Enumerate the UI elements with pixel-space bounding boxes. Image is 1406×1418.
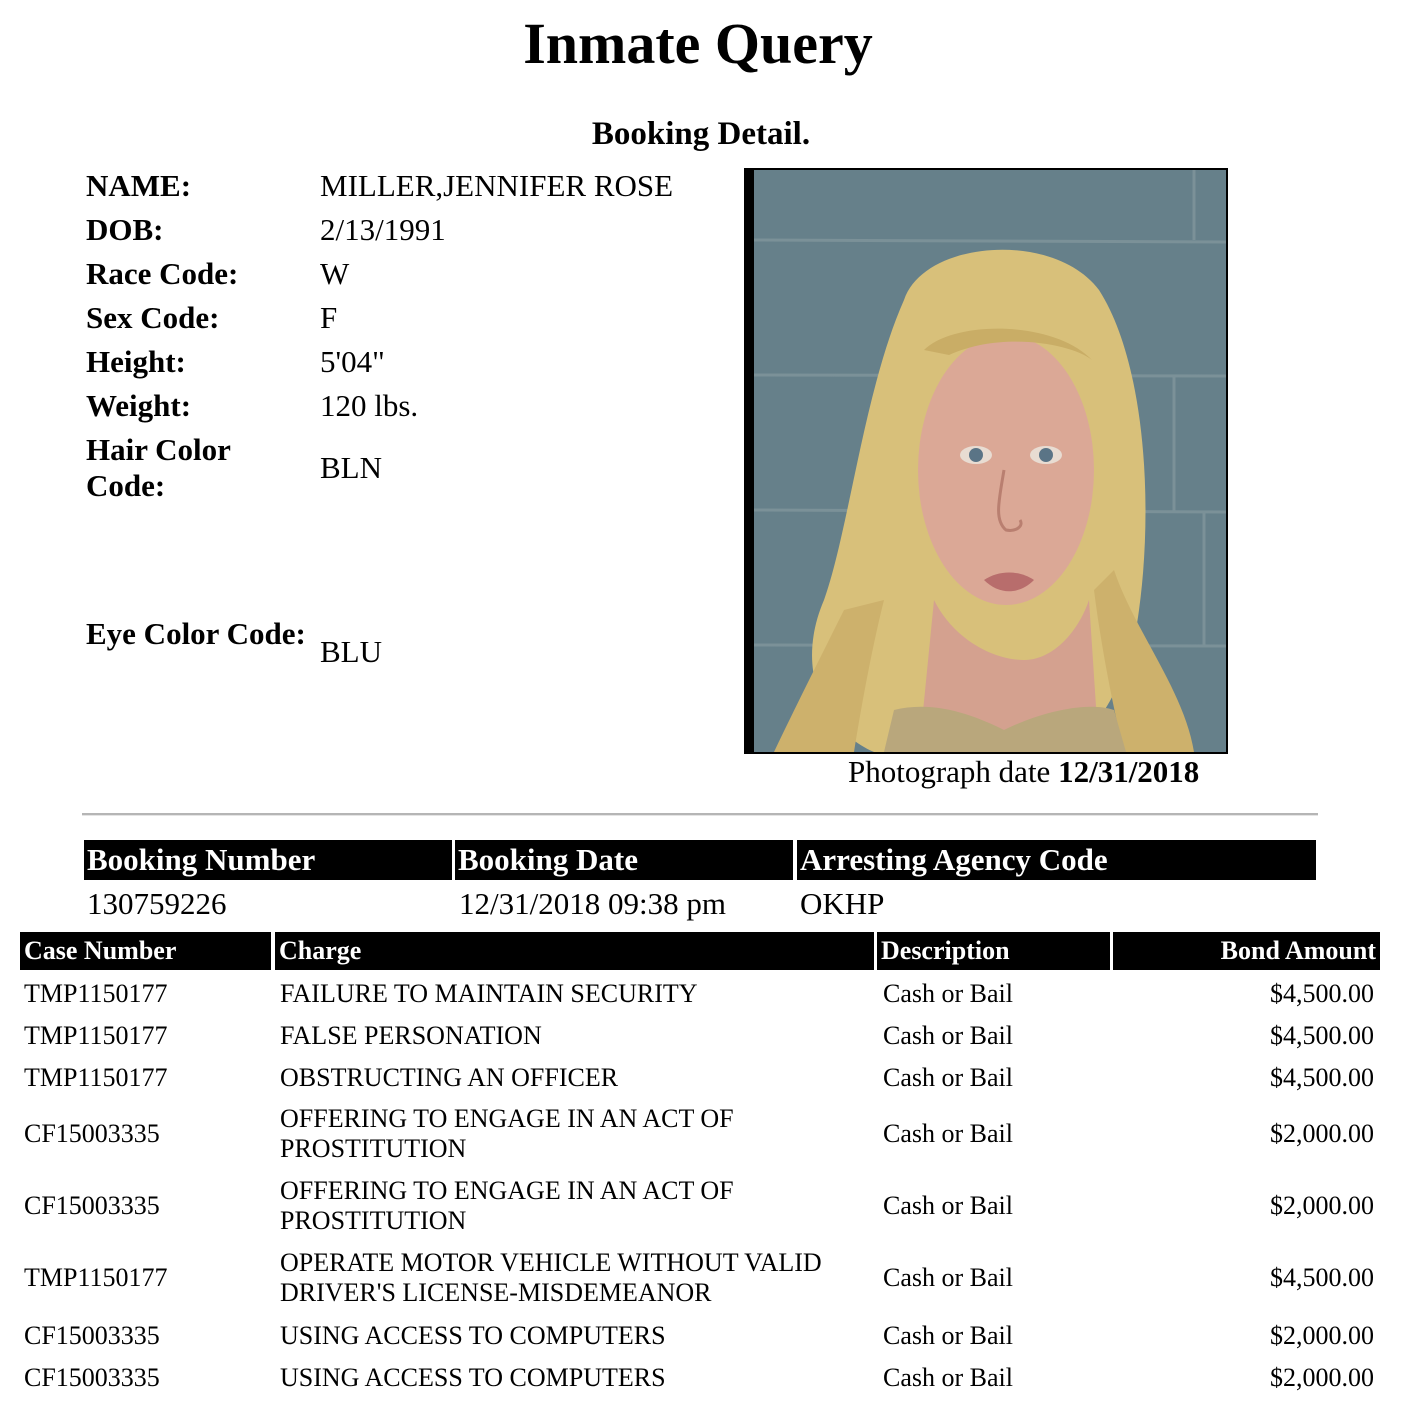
- bond-amount-cell: $2,000.00: [1270, 1321, 1374, 1350]
- bond-amount-cell: $4,500.00: [1270, 1263, 1374, 1292]
- photograph-date: [848, 754, 1199, 790]
- charge-cell: OFFERING TO ENGAGE IN AN ACT OF PROSTITUTION: [280, 1104, 734, 1163]
- booking-date-header: Booking Date: [455, 840, 793, 880]
- case-number-cell: TMP1150177: [24, 1021, 168, 1050]
- description-cell: Cash or Bail: [883, 1119, 1013, 1148]
- info-label: Hair Color Code:: [86, 432, 231, 503]
- charge-row: [20, 1016, 1380, 1056]
- charge-row: [20, 1244, 1380, 1312]
- description-cell: Cash or Bail: [883, 1263, 1013, 1292]
- section-title: Booking Detail.: [591, 116, 811, 152]
- info-row-dob: [86, 212, 726, 256]
- description-cell: Cash or Bail: [883, 1063, 1013, 1092]
- description-cell: Cash or Bail: [883, 1321, 1013, 1350]
- charge-header: Charge: [275, 932, 874, 970]
- description-header: Description: [877, 932, 1110, 970]
- bond-amount-header: Bond Amount: [1113, 932, 1380, 970]
- description-cell: Cash or Bail: [883, 1021, 1013, 1050]
- info-label: DOB:: [86, 212, 164, 247]
- description-cell: Cash or Bail: [883, 1363, 1013, 1392]
- case-number-header: Case Number: [20, 932, 271, 970]
- charge-row: [20, 1058, 1380, 1098]
- info-row-eye-color: [86, 616, 726, 688]
- info-label: Race Code:: [86, 256, 239, 291]
- arresting-agency-header: Arresting Agency Code: [797, 840, 1316, 880]
- bond-amount-cell: $4,500.00: [1270, 1021, 1374, 1050]
- info-value: F: [320, 300, 338, 335]
- section-divider: [82, 813, 1318, 816]
- info-value: 5'04": [320, 344, 385, 379]
- info-label: NAME:: [86, 168, 192, 203]
- case-number-cell: CF15003335: [24, 1363, 160, 1392]
- info-value: 120 lbs.: [320, 388, 419, 423]
- case-number-cell: CF15003335: [24, 1321, 160, 1350]
- info-label: Weight:: [86, 388, 192, 423]
- description-cell: Cash or Bail: [883, 1191, 1013, 1220]
- charge-row: [20, 1316, 1380, 1356]
- info-label: Sex Code:: [86, 300, 220, 335]
- photograph-date-value: 12/31/2018: [1058, 754, 1200, 789]
- info-row-weight: [86, 388, 726, 432]
- arresting-agency-value: OKHP: [800, 886, 885, 921]
- case-number-cell: TMP1150177: [24, 1063, 168, 1092]
- case-number-cell: TMP1150177: [24, 1263, 168, 1292]
- info-row-height: [86, 344, 726, 388]
- info-row-hair-color: [86, 432, 726, 504]
- mugshot-image: [754, 170, 1226, 752]
- bond-amount-cell: $2,000.00: [1270, 1191, 1374, 1220]
- case-number-cell: CF15003335: [24, 1119, 160, 1148]
- case-number-cell: TMP1150177: [24, 979, 168, 1008]
- bond-amount-cell: $2,000.00: [1270, 1119, 1374, 1148]
- description-cell: Cash or Bail: [883, 979, 1013, 1008]
- info-value: BLN: [320, 450, 382, 485]
- charge-cell: OPERATE MOTOR VEHICLE WITHOUT VALID DRIVER'S LICENSE-MISDEMEANOR: [280, 1248, 822, 1307]
- charge-row: [20, 974, 1380, 1014]
- charge-row: [20, 1100, 1380, 1168]
- booking-photo: [744, 168, 1228, 754]
- info-value: 2/13/1991: [320, 212, 446, 247]
- booking-number-header: Booking Number: [84, 840, 452, 880]
- booking-date-value: 12/31/2018 09:38 pm: [459, 886, 726, 921]
- charge-cell: OBSTRUCTING AN OFFICER: [280, 1063, 619, 1092]
- info-value: BLU: [320, 634, 382, 669]
- info-label: Height:: [86, 344, 186, 379]
- info-row-sex: [86, 300, 726, 344]
- charge-cell: FALSE PERSONATION: [280, 1021, 542, 1050]
- bond-amount-cell: $4,500.00: [1270, 979, 1374, 1008]
- info-label: Eye Color Code:: [86, 616, 306, 651]
- charge-cell: USING ACCESS TO COMPUTERS: [280, 1321, 666, 1350]
- page-title: Inmate Query: [523, 11, 873, 76]
- charge-cell: USING ACCESS TO COMPUTERS: [280, 1363, 666, 1392]
- case-number-cell: CF15003335: [24, 1191, 160, 1220]
- info-row-name: [86, 168, 726, 212]
- photograph-date-label: Photograph date: [848, 754, 1051, 789]
- bond-amount-cell: $4,500.00: [1270, 1063, 1374, 1092]
- info-value: W: [320, 256, 350, 291]
- charge-row: [20, 1358, 1380, 1398]
- charge-row: [20, 1172, 1380, 1240]
- info-row-race: [86, 256, 726, 300]
- info-value: MILLER,JENNIFER ROSE: [320, 168, 674, 203]
- charge-cell: FAILURE TO MAINTAIN SECURITY: [280, 979, 698, 1008]
- charge-cell: OFFERING TO ENGAGE IN AN ACT OF PROSTITUTION: [280, 1176, 734, 1235]
- booking-number-value: 130759226: [87, 886, 227, 921]
- bond-amount-cell: $2,000.00: [1270, 1363, 1374, 1392]
